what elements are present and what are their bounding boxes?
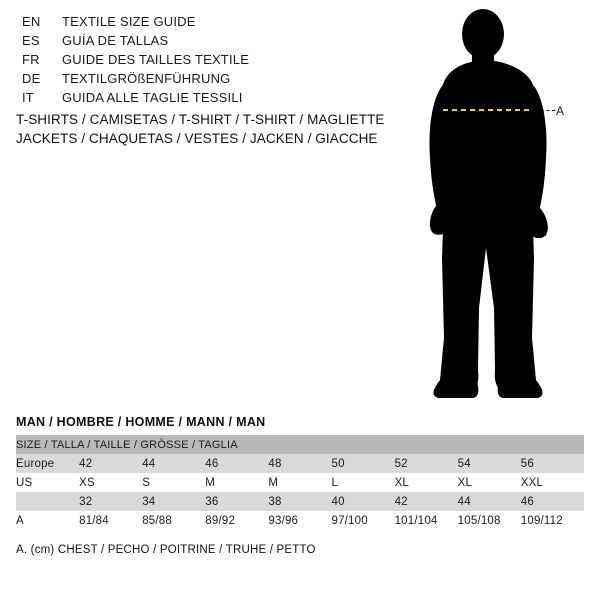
cell: XL <box>458 473 521 492</box>
table-footnote: A. (cm) CHEST / PECHO / POITRINE / TRUHE / PETTO <box>16 544 316 556</box>
cell: 44 <box>458 492 521 511</box>
table-row <box>16 473 584 492</box>
row-label <box>16 492 79 511</box>
cell: 40 <box>331 492 394 511</box>
cell: 48 <box>268 454 331 473</box>
cell: 85/88 <box>142 511 205 530</box>
garment-categories <box>16 110 416 148</box>
size-table-block <box>16 415 584 556</box>
cell: 89/92 <box>205 511 268 530</box>
table-header-row <box>16 435 584 454</box>
legend-language-code: ES <box>22 33 40 48</box>
table-title: MAN / HOMBRE / HOMME / MANN / MAN <box>16 415 266 429</box>
cell: 105/108 <box>458 511 521 530</box>
table-row <box>16 492 584 511</box>
table-header-label: SIZE / TALLA / TAILLE / GRÖSSE / TAGLIA <box>16 435 584 454</box>
cell: M <box>205 473 268 492</box>
cell: XL <box>395 473 458 492</box>
cell: 32 <box>79 492 142 511</box>
row-label: Europe <box>16 454 79 473</box>
cell: 81/84 <box>79 511 142 530</box>
legend-row <box>22 90 382 109</box>
cell: 42 <box>395 492 458 511</box>
cell: 46 <box>205 454 268 473</box>
legend-language-code: FR <box>22 52 40 67</box>
chest-marker-leader <box>541 110 555 111</box>
cell: 38 <box>268 492 331 511</box>
cell: 34 <box>142 492 205 511</box>
cell: 56 <box>521 454 584 473</box>
cell: 44 <box>142 454 205 473</box>
cell: 42 <box>79 454 142 473</box>
cell: 93/96 <box>268 511 331 530</box>
category-jackets: JACKETS / CHAQUETAS / VESTES / JACKEN / GIACCHE <box>16 131 378 146</box>
size-table <box>16 435 584 530</box>
legend-language-code: IT <box>22 90 34 105</box>
legend-row <box>22 33 382 52</box>
cell: S <box>142 473 205 492</box>
cell: 46 <box>521 492 584 511</box>
cell: XXL <box>521 473 584 492</box>
legend-language-text: GUIDE DES TAILLES TEXTILE <box>62 52 250 67</box>
cell: 97/100 <box>331 511 394 530</box>
category-tshirts: T-SHIRTS / CAMISETAS / T-SHIRT / T-SHIRT / MAGLIETTE <box>16 112 385 127</box>
male-body-silhouette <box>400 8 600 403</box>
table-row <box>16 454 584 473</box>
cell: 36 <box>205 492 268 511</box>
language-legend <box>22 14 382 109</box>
row-label: US <box>16 473 79 492</box>
legend-language-text: GUIDA ALLE TAGLIE TESSILI <box>62 90 243 105</box>
cell: 101/104 <box>395 511 458 530</box>
cell: L <box>331 473 394 492</box>
legend-language-text: TEXTILE SIZE GUIDE <box>62 14 196 29</box>
chest-marker-label: A <box>556 104 565 118</box>
legend-row <box>22 14 382 33</box>
cell: M <box>268 473 331 492</box>
cell: XS <box>79 473 142 492</box>
silhouette-graphic <box>400 8 600 403</box>
row-label: A <box>16 511 79 530</box>
table-row <box>16 511 584 530</box>
legend-language-code: DE <box>22 71 41 86</box>
legend-row <box>22 52 382 71</box>
cell: 54 <box>458 454 521 473</box>
legend-language-code: EN <box>22 14 41 29</box>
cell: 109/112 <box>521 511 584 530</box>
legend-language-text: GUÍA DE TALLAS <box>62 33 169 48</box>
legend-row <box>22 71 382 90</box>
legend-language-text: TEXTILGRÖßENFÜHRUNG <box>62 71 231 86</box>
cell: 52 <box>395 454 458 473</box>
cell: 50 <box>331 454 394 473</box>
